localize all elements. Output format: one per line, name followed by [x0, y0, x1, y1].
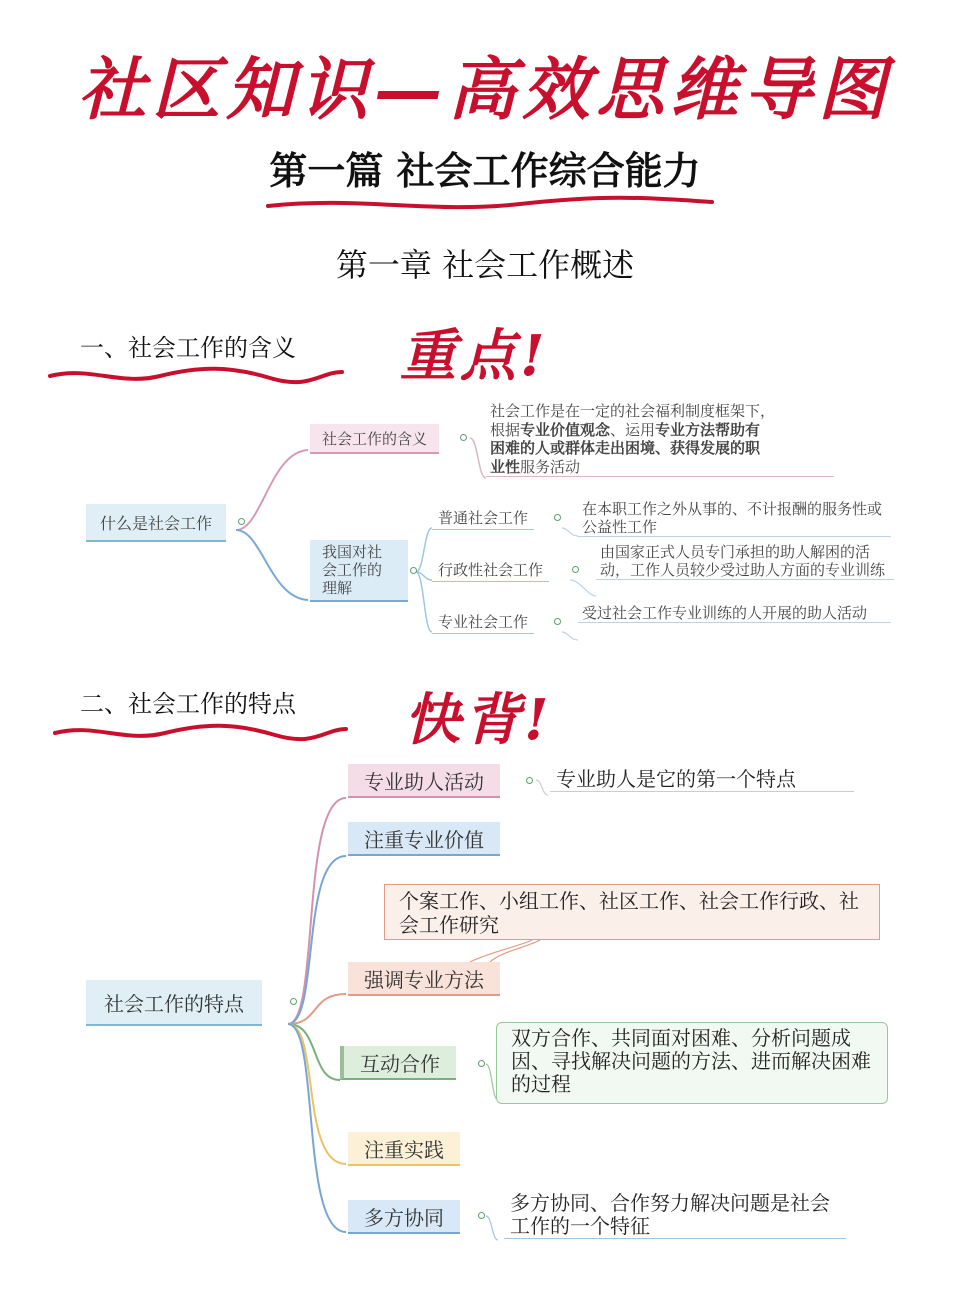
collapse-toggle-icon[interactable]	[410, 567, 417, 574]
s2-branch-1	[288, 798, 346, 1024]
s1-child-3-desc: 受过社会工作专业训练的人开展的助人活动	[578, 604, 891, 623]
s2-item-2-label: 注重专业价值	[364, 827, 484, 852]
s1-meaning-bold-1: 专业价值观念	[520, 420, 611, 439]
s1-understanding-label: 我国对社会工作的理解	[322, 543, 383, 597]
collapse-toggle-icon[interactable]	[478, 1060, 485, 1067]
s2-item-3[interactable]	[348, 962, 500, 996]
s2-branch-5	[288, 1024, 346, 1164]
s1-u-to-c1	[416, 528, 432, 572]
s1-meaning-line-b-pre: 根据	[490, 420, 521, 439]
s1-meaning-text	[486, 402, 834, 477]
s2-item-4-desc: 双方合作、共同面对困难、分析问题成因、寻找解决问题的方法、进而解决困难的过程	[511, 1026, 871, 1096]
part-title-underline	[268, 198, 712, 207]
s2-item-4-label: 互动合作	[360, 1051, 440, 1076]
s1-meaning-label: 社会工作的含义	[322, 429, 428, 448]
s2-item-4[interactable]	[340, 1046, 456, 1080]
s1-c2-to-d2	[570, 580, 596, 596]
s2-item-5-label: 注重实践	[364, 1137, 444, 1162]
s2-item-6-desc: 多方协同、合作努力解决问题是社会工作的一个特征	[504, 1192, 846, 1239]
s2-item-4-desc-box	[496, 1022, 888, 1104]
s1-child-2-desc: 由国家正式人员专门承担的助人解困的活动，工作人员较少受过助人方面的专业训练	[596, 543, 894, 580]
collapse-toggle-icon[interactable]	[554, 618, 561, 625]
s1-c3-to-d3	[562, 632, 578, 640]
collapse-toggle-icon[interactable]	[290, 998, 297, 1005]
s2-6-to-desc	[486, 1216, 498, 1240]
s2-item-3-label: 强调专业方法	[364, 967, 484, 992]
section2-stamp: 快背!	[404, 687, 553, 753]
section1-underline	[50, 369, 342, 382]
s1-meaning-bold-4: 业性	[490, 457, 521, 476]
s1-meaning-line-d-rest: 服务活动	[520, 457, 581, 476]
s2-item-3-desc-box	[384, 884, 880, 940]
s1-branch-meaning	[236, 450, 308, 530]
main-title: 社区知识—高效思维导图	[77, 50, 892, 130]
s2-3-to-box-b	[470, 940, 532, 962]
section2-underline	[55, 726, 346, 739]
s2-item-3-desc: 个案工作、小组工作、社区工作、社会工作行政、社会工作研究	[399, 889, 859, 937]
s1-meaning-line-b-mid: 、运用	[610, 420, 656, 439]
collapse-toggle-icon[interactable]	[460, 434, 467, 441]
s1-child-1-label: 普通社会工作	[438, 509, 529, 527]
s2-item-5[interactable]	[348, 1132, 460, 1166]
s1-child-1-desc: 在本职工作之外从事的、不计报酬的服务性或公益性工作	[578, 500, 891, 537]
s2-1-to-desc	[536, 780, 548, 795]
collapse-toggle-icon[interactable]	[238, 518, 245, 525]
s2-item-1-desc: 专业助人是它的第一个特点	[550, 768, 854, 792]
s1-meaning-bold-2: 专业方法帮助有	[655, 420, 761, 439]
s2-item-6[interactable]	[348, 1200, 460, 1234]
s1-meaning-bold-3: 困难的人或群体走出困境、获得发展的职	[490, 439, 761, 457]
s1-child-3[interactable]	[432, 610, 534, 634]
s1-meaning-line-a: 社会工作是在一定的社会福利制度框架下，	[490, 402, 776, 420]
s2-item-2[interactable]	[348, 822, 500, 856]
collapse-toggle-icon[interactable]	[554, 514, 561, 521]
collapse-toggle-icon[interactable]	[478, 1212, 485, 1219]
s1-u-to-c3	[416, 572, 432, 632]
collapse-toggle-icon[interactable]	[572, 566, 579, 573]
collapse-toggle-icon[interactable]	[526, 777, 533, 784]
s1-child-2-label: 行政性社会工作	[438, 561, 544, 579]
s1-child-2[interactable]	[432, 558, 549, 582]
s2-item-1-label: 专业助人活动	[364, 769, 484, 794]
part-title: 第一篇 社会工作综合能力	[269, 149, 701, 193]
section1-stamp: 重点!	[400, 323, 549, 389]
s1-understanding-node[interactable]	[310, 540, 408, 602]
s2-branch-2	[288, 856, 346, 1024]
s1-meaning-node[interactable]	[310, 424, 439, 454]
section2-title: 二、社会工作的特点	[80, 690, 296, 718]
chapter-title: 第一章 社会工作概述	[335, 246, 635, 284]
s1-meaning-to-text	[470, 438, 486, 478]
s2-root-label: 社会工作的特点	[104, 991, 244, 1016]
s1-root-label: 什么是社会工作	[100, 513, 213, 533]
s2-item-1[interactable]	[348, 764, 500, 798]
s1-branch-understanding	[236, 530, 308, 600]
s2-item-6-label: 多方协同	[364, 1205, 444, 1230]
s1-child-1[interactable]	[432, 506, 534, 530]
s2-branch-4	[288, 1024, 340, 1080]
section1-title: 一、社会工作的含义	[80, 334, 296, 362]
s1-c1-to-d1	[562, 528, 578, 536]
s1-root-node[interactable]	[86, 504, 226, 542]
s1-child-3-label: 专业社会工作	[438, 613, 529, 631]
s2-root-node[interactable]	[86, 980, 262, 1026]
